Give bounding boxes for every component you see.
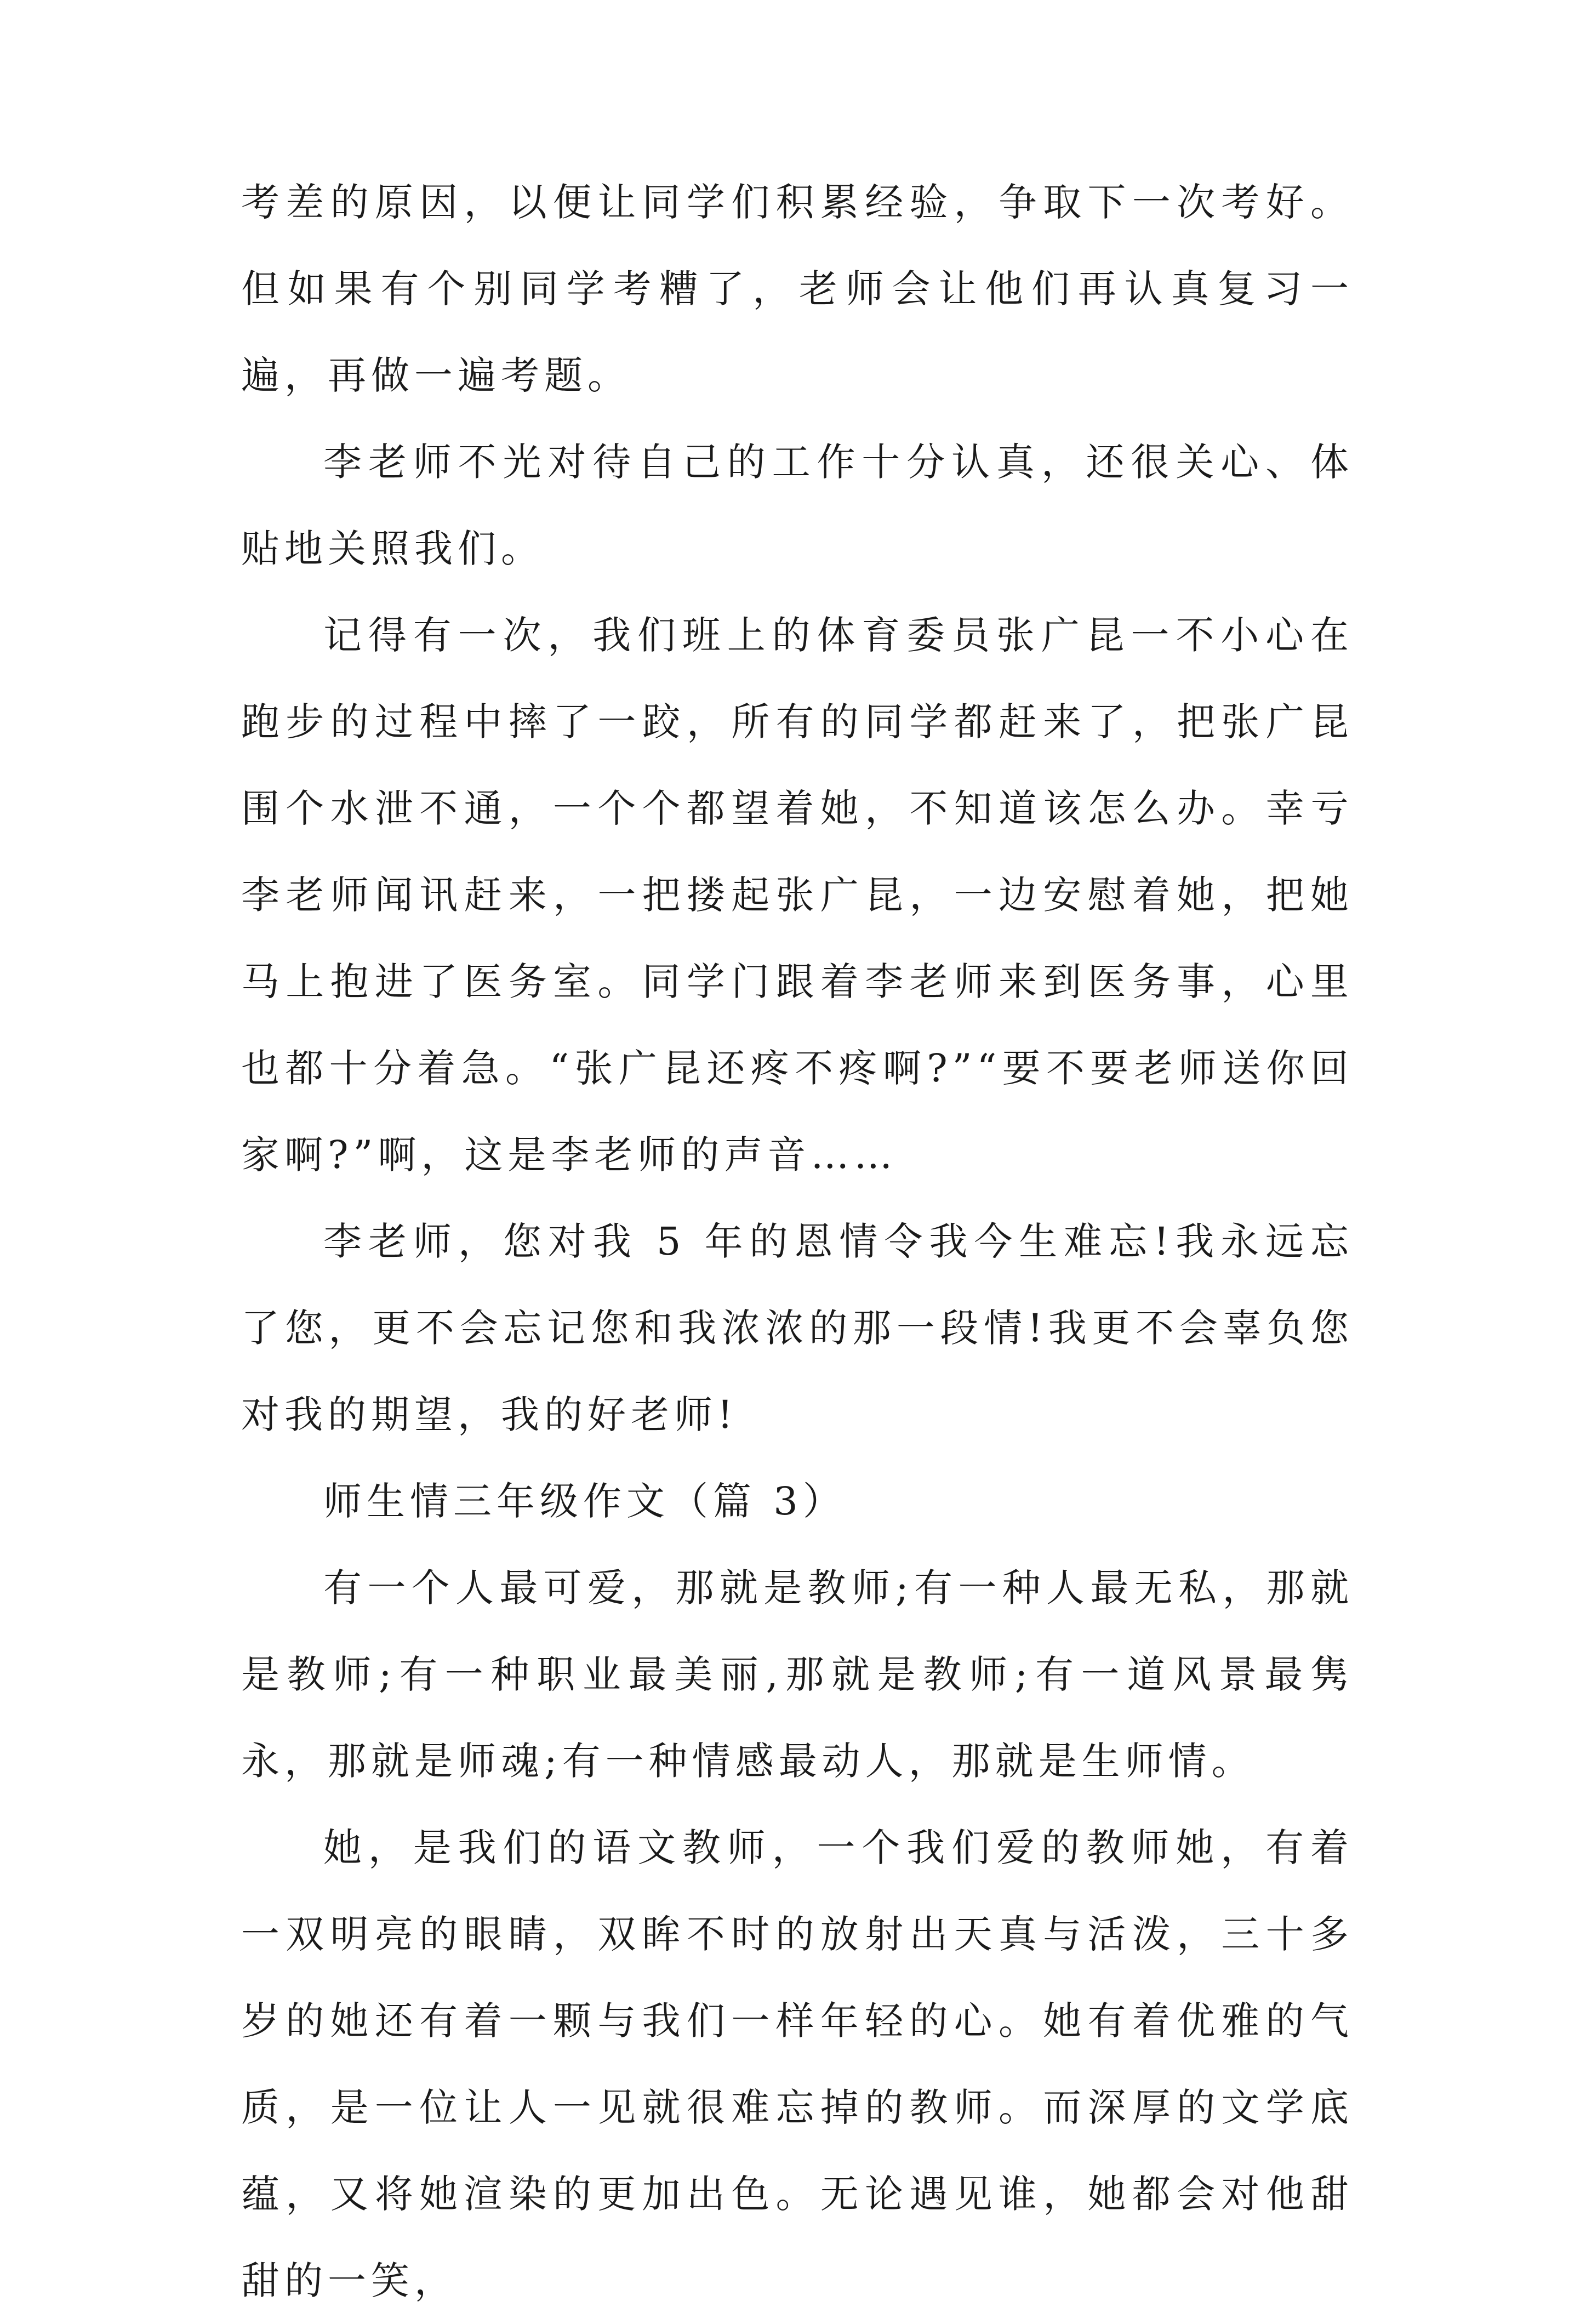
- paragraph-3: 记得有一次，我们班上的体育委员张广昆一不小心在跑步的过程中摔了一跤，所有的同学都赶来了，把张广昆围个水泄不通，一个个都望着她，不知道该怎么办。幸亏李老师闻讯赶来，一把搂起张广昆，一边安慰着她，把她马上抱进了医务室。同学门跟着李老师来到医务事，心里也都十分着急。“张广昆还疼不疼啊?”“要不要老师送你回家啊?”啊，这是李老师的声音……: [241, 613, 1354, 1177]
- paragraph-4: 李老师，您对我 5 年的恩情令我今生难忘!我永远忘了您，更不会忘记您和我浓浓的那一段情!我更不会辜负您对我的期望，我的好老师!: [241, 1219, 1354, 1437]
- paragraph-2: 李老师不光对待自己的工作十分认真，还很关心、体贴地关照我们。: [241, 440, 1354, 571]
- section-heading: 师生情三年级作文（篇 3）: [323, 1479, 846, 1524]
- document-page: [241, 159, 1354, 2324]
- paragraph-5: 有一个人最可爱，那就是教师;有一种人最无私，那就是教师;有一种职业最美丽,那就是教师;有一道风景最隽永，那就是师魂;有一种情感最动人，那就是生师情。: [241, 1565, 1354, 1784]
- paragraph-1: 考差的原因，以便让同学们积累经验，争取下一次考好。但如果有个别同学考糟了，老师会让他们再认真复习一遍，再做一遍考题。: [241, 180, 1354, 398]
- paragraph-6: 她，是我们的语文教师，一个我们爱的教师她，有着一双明亮的眼睛，双眸不时的放射出天真与活泼，三十多岁的她还有着一颗与我们一样年轻的心。她有着优雅的气质，是一位让人一见就很难忘掉的教师。而深厚的文学底蕴，又将她渲染的更加出色。无论遇见谁，她都会对他甜甜的一笑，: [241, 1825, 1354, 2303]
